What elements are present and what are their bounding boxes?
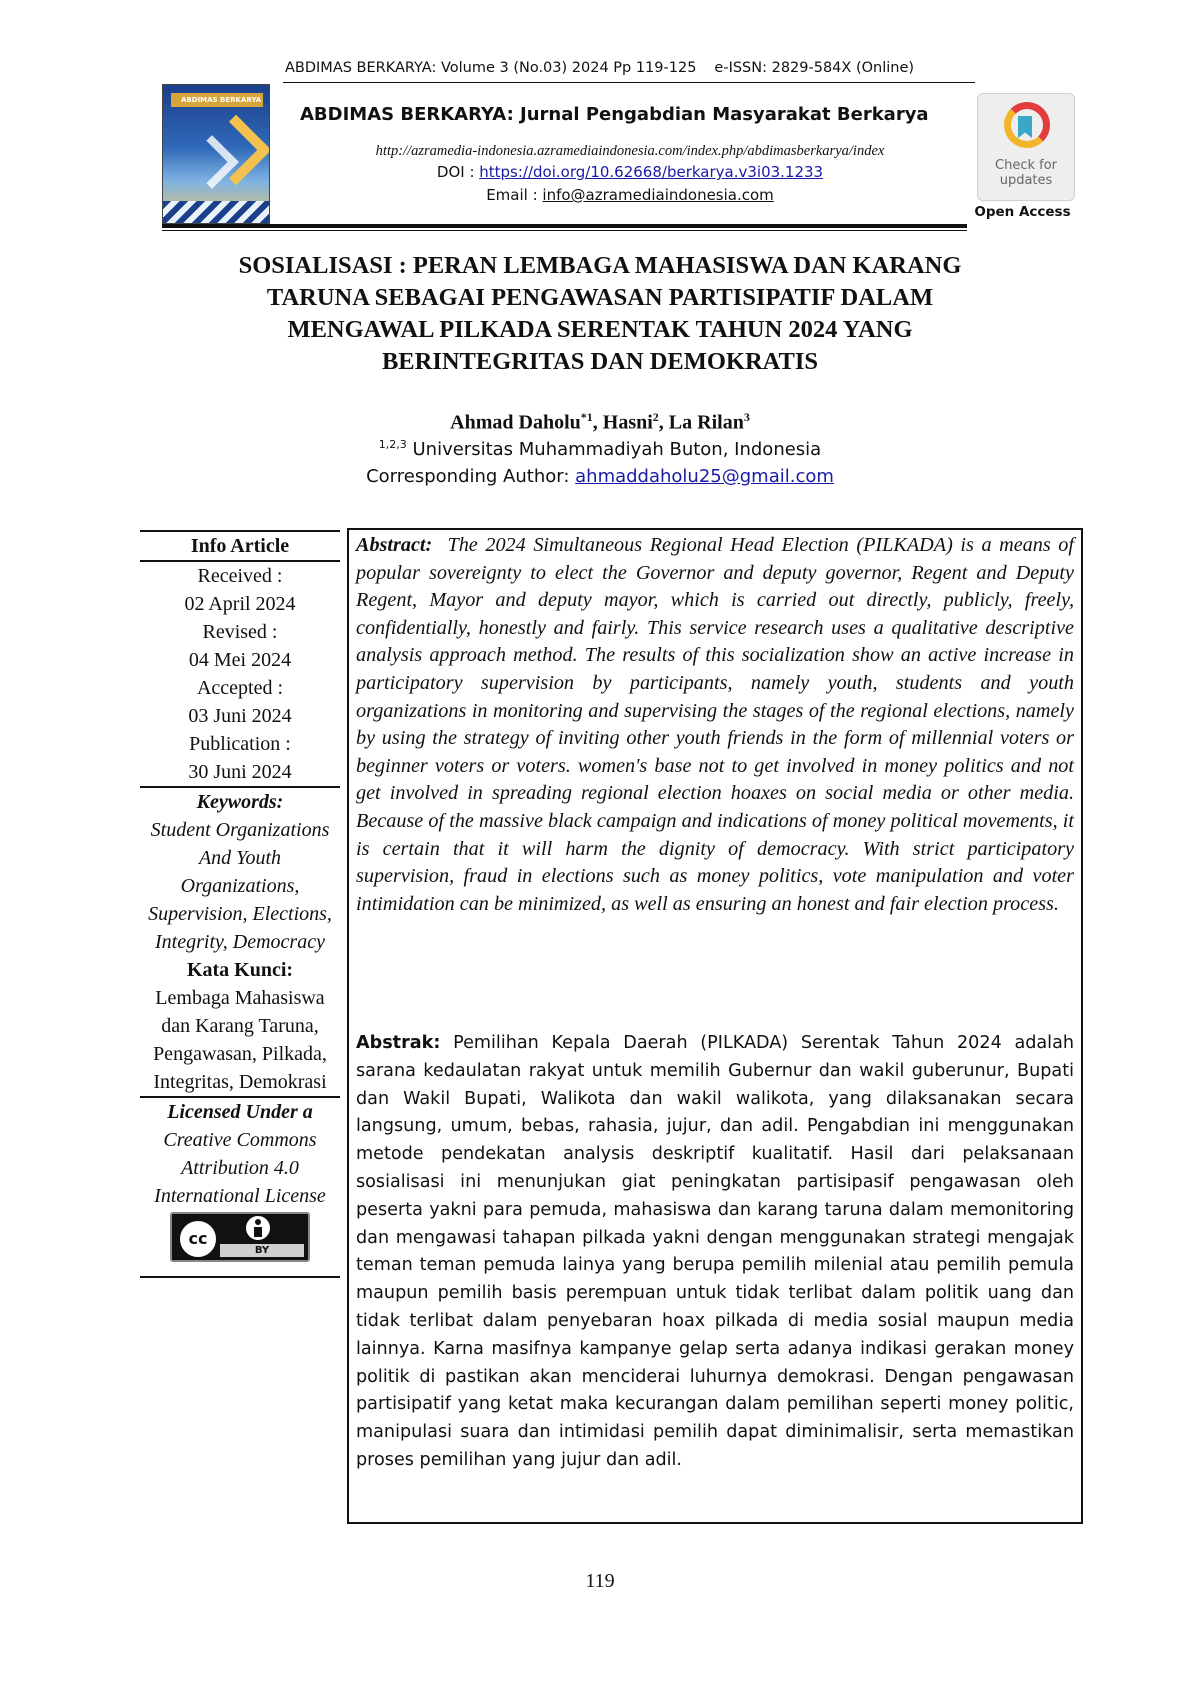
journal-name: ABDIMAS BERKARYA: Jurnal Pengabdian Masyarakat Berkarya — [300, 104, 929, 125]
keywords-list: Student Organizations And Youth Organizations, Supervision, Elections, Integrity, Democracy — [148, 819, 332, 953]
running-header — [285, 60, 975, 76]
author-name: Hasni — [602, 411, 653, 434]
corresponding-label: Corresponding Author: — [366, 466, 576, 487]
affiliation — [150, 438, 1050, 460]
cc-badge-wrapper — [140, 1210, 340, 1270]
email-link[interactable]: info@azramediaindonesia.com — [542, 186, 774, 204]
journal-doi — [300, 163, 960, 181]
affiliation-superscript: 1,2,3 — [378, 438, 407, 451]
keywords-label: Keywords: — [196, 791, 284, 813]
license-text: Creative Commons Attribution 4.0 International License — [154, 1129, 326, 1207]
info-article-column — [140, 530, 340, 1278]
running-header-rule — [283, 82, 975, 83]
received-label: Received : — [197, 565, 283, 587]
revised-label: Revised : — [202, 621, 278, 643]
header-rule — [162, 224, 967, 228]
abstract-label: Abstract: — [356, 534, 433, 556]
author-name: La Rilan — [668, 411, 744, 434]
author-superscript: 3 — [743, 410, 750, 424]
author-superscript: *1 — [580, 410, 593, 424]
journal-issue: ABDIMAS BERKARYA: Volume 3 (No.03) 2024 Pp 119-125 — [285, 60, 697, 76]
badge-text — [978, 158, 1074, 188]
doi-label: DOI : — [436, 163, 480, 181]
journal-url[interactable]: http://azramedia-indonesia.azramediaindonesia.com/index.php/abdimasberkarya/index — [375, 143, 885, 159]
attribution-person-icon — [246, 1216, 270, 1240]
abstract-text: The 2024 Simultaneous Regional Head Election (PILKADA) is a means of popular sovereignty to elect the Governor and deputy governor, Regent and Deputy Regent, Mayor and deputy mayor, which is carried out directly, publicly, freely, confidentially, honestly and fairly. This service research uses a qualitative descriptive analysis approach method. The results of this socialization show an active increase in participatory supervision by participants, namely youth, students and youth organizations in monitoring and supervising the stages of the regional elections, namely by using the strategy of inviting other youth friends in the form of millennial voters or beginner voters or voters. women's base not to get involved in money politics and not get involved in spreading regional election hoaxes on social media or other media. Because of the massive black campaign and indications of money political movements, it is certain that it will harm the dignity of democracy. With strict participatory supervision, fraud in elections such as money politics, vote manipulation and voter intimidation can be minimized, as well as ensuring an honest and fair election process. — [356, 534, 1075, 915]
paper-title — [150, 250, 1050, 378]
publication-date: 30 Juni 2024 — [188, 761, 292, 783]
badge-line-1: Check for — [995, 158, 1057, 173]
corresponding-email-link[interactable]: ahmaddaholu25@gmail.com — [575, 466, 834, 487]
title-line: TARUNA SEBAGAI PENGAWASAN PARTISIPATIF DALAM — [266, 284, 934, 311]
accepted-label: Accepted : — [196, 677, 284, 699]
email-label: Email : — [486, 186, 543, 204]
open-access-label: Open Access — [974, 204, 1071, 220]
author-superscript: 2 — [652, 410, 659, 424]
doi-link[interactable]: https://doi.org/10.62668/berkarya.v3i03.1233 — [479, 163, 824, 181]
revised-date: 04 Mei 2024 — [188, 649, 292, 671]
cc-by-license-badge[interactable] — [170, 1212, 310, 1262]
accepted-date: 03 Juni 2024 — [188, 705, 292, 727]
journal-email — [300, 186, 960, 204]
journal-cover-image — [162, 84, 270, 224]
abstract-indonesian — [356, 1030, 1074, 1475]
eissn: e-ISSN: 2829-584X (Online) — [714, 60, 915, 76]
kata-kunci-label: Kata Kunci: — [186, 959, 294, 981]
received-date: 02 April 2024 — [184, 593, 296, 615]
creative-commons-icon: cc — [178, 1219, 218, 1259]
info-article-heading: Info Article — [190, 535, 290, 557]
badge-line-2: updates — [999, 173, 1053, 188]
abstrak-label: Abstrak: — [356, 1033, 441, 1053]
abstract-english — [356, 532, 1074, 918]
cc-by-label: BY — [220, 1244, 304, 1257]
divider — [140, 1276, 340, 1278]
title-line: MENGAWAL PILKADA SERENTAK TAHUN 2024 YANG — [287, 316, 913, 343]
kata-kunci-list: Lembaga Mahasiswa dan Karang Taruna, Pengawasan, Pilkada, Integritas, Demokrasi — [153, 987, 327, 1093]
abstrak-text: Pemilihan Kepala Daerah (PILKADA) Serentak Tahun 2024 adalah sarana kedaulatan rakyat untuk memilih Gubernur dan wakil guberunur, Bupati dan Wakil Bupati, Walikota dan wakil walikota, yang dilaksanakan secara langsung, umum, bebas, rahasia, jujur, dan adil. Pengabdian ini menggunakan metode pendekatan analysis deskriptif kualitatif. Hasil dari pelaksanaan sosialisasi ini menunjukan giat peningkatan partisipasif pengawasan oleh peserta yakni para pemuda, mahasiswa dan karang taruna dalam memonitoring dan mengawasi tahapan pilkada yakni dengan menggunakan strategi mengajak teman teman pemuda lainya yang berupa pemilih milenial atau pemilih pemula maupun pemilih basis perempuan untuk tidak terlibat dalam politik uang dan tidak terlibat dalam penyebaran hoax pilkada di media sosial maupun media lainnya. Karna masifnya kampanye gelap serta adanya indikasi gerakan money politik di pastikan akan menciderai luhurnya demokrasi. Dengan pengawasan partisipatif yang ketat maka kecurangan dalam pemilihan seperti money politic, manipulasi suara dan intimidasi pemilih dapat diminimalisir, serta memastikan proses pemilihan yang jujur dan adil. — [356, 1033, 1075, 1470]
license-label: Licensed Under a — [167, 1101, 313, 1123]
check-for-updates-badge[interactable] — [977, 93, 1075, 201]
header-rule-thin — [162, 230, 967, 231]
publication-label: Publication : — [189, 733, 291, 755]
author-name: Ahmad Daholu — [450, 411, 581, 434]
author-separator: , — [592, 411, 603, 434]
corresponding-author — [150, 466, 1050, 487]
author-separator: , — [658, 411, 669, 434]
title-line: SOSIALISASI : PERAN LEMBAGA MAHASISWA DAN KARANG — [238, 252, 962, 279]
title-line: BERINTEGRITAS DAN DEMOKRATIS — [381, 348, 819, 375]
page-number: 119 — [585, 1570, 615, 1592]
author-list — [150, 410, 1050, 435]
cover-label: ABDIMAS BERKARYA — [171, 93, 263, 107]
affiliation-text: Universitas Muhammadiyah Buton, Indonesia — [406, 439, 822, 460]
cover-wave-graphic — [163, 201, 269, 223]
